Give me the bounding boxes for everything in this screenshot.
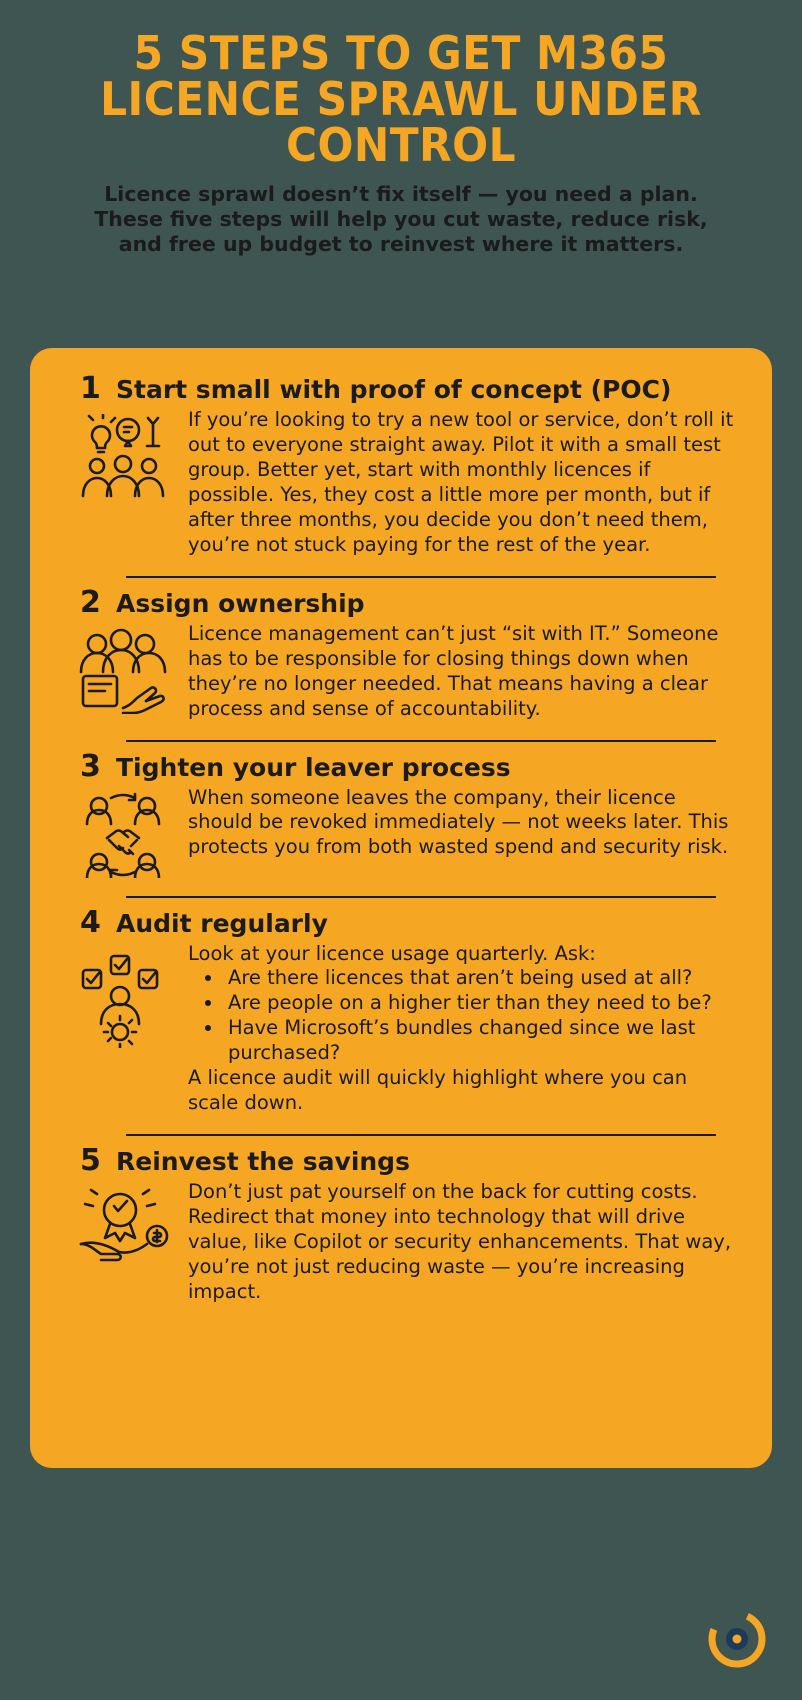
step-paragraph: Licence management can’t just “sit with IT.” Someone has to be responsible for closing things down when they’re no longer needed. That means having a clear process and sense of accountability. [188,621,719,720]
step-item [58,566,744,730]
step-title: Reinvest the savings [116,1147,410,1177]
page-subtitle: Licence sprawl doesn’t fix itself — you need a plan. These five steps will help you cut waste, reduce risk, and free up budget to reinvest where it matters. [94,182,708,256]
step-header [58,904,744,940]
step-body [58,1180,744,1305]
step-text [188,622,744,722]
step-text [188,408,744,558]
step-body [58,622,744,722]
step-number: 5 [80,1143,101,1179]
hand-award-coin-icon [58,1180,188,1266]
step-item [58,364,744,566]
step-body [58,408,744,558]
step-text [188,942,744,1117]
step-paragraph-after: A licence audit will quickly highlight where you can scale down. [188,1066,688,1115]
step-item [58,886,744,1125]
step-divider [126,896,716,898]
step-divider [126,576,716,578]
list-item: • Have Microsoft’s bundles changed since we last purchased? [224,1016,738,1066]
company-logo [706,1608,768,1670]
step-title: Assign ownership [116,588,365,618]
step-divider [126,1134,716,1136]
step-header [58,584,744,620]
handshake-cycle-icon [58,786,188,878]
step-text [188,1180,744,1305]
step-number: 4 [80,904,101,940]
step-title: Start small with proof of concept (POC) [116,375,672,404]
step-body [58,942,744,1117]
step-number: 1 [80,371,101,406]
step-title: Tighten your leaver process [116,752,511,782]
step-paragraph: Look at your licence usage quarterly. Ask: [188,941,596,965]
lightbulb-team-icon [58,408,188,500]
step-text [188,786,744,861]
step-title: Audit regularly [116,908,328,938]
step-divider [126,740,716,742]
steps-card [30,348,772,1468]
step-item [58,1124,744,1313]
step-body [58,786,744,878]
people-clipboard-icon [58,622,188,714]
step-item [58,730,744,886]
step-paragraph: If you’re looking to try a new tool or service, don’t roll it out to everyone straight away. Pilot it with a small test group. Better yet, start with monthly licences if possible. Yes, they cost a little more per month, but if after three months, you decide you don’t need them, you’re not stuck paying for the rest of the year. [188,408,734,556]
page-title: 5 STEPS TO GET M365 LICENCE SPRAWL UNDER CONTROL [100,26,702,172]
step-number: 3 [80,748,101,784]
list-item: • Are there licences that aren’t being used at all? [224,966,738,991]
step-header [58,748,744,784]
step-header [58,1143,744,1179]
step-bullet-list [188,966,738,1066]
step-number: 2 [80,584,101,620]
list-item: • Are people on a higher tier than they need to be? [224,991,738,1016]
checklist-gear-icon [58,942,188,1048]
step-paragraph: Don’t just pat yourself on the back for cutting costs. Redirect that money into technology that will drive value, like Copilot or security enhancements. That way, you’re not just reducing waste — you’re increasing impact. [188,1180,732,1304]
step-header [58,371,744,406]
header [0,0,802,257]
step-paragraph: When someone leaves the company, their licence should be revoked immediately — not weeks later. This protects you from both wasted spend and security risk. [188,785,729,859]
